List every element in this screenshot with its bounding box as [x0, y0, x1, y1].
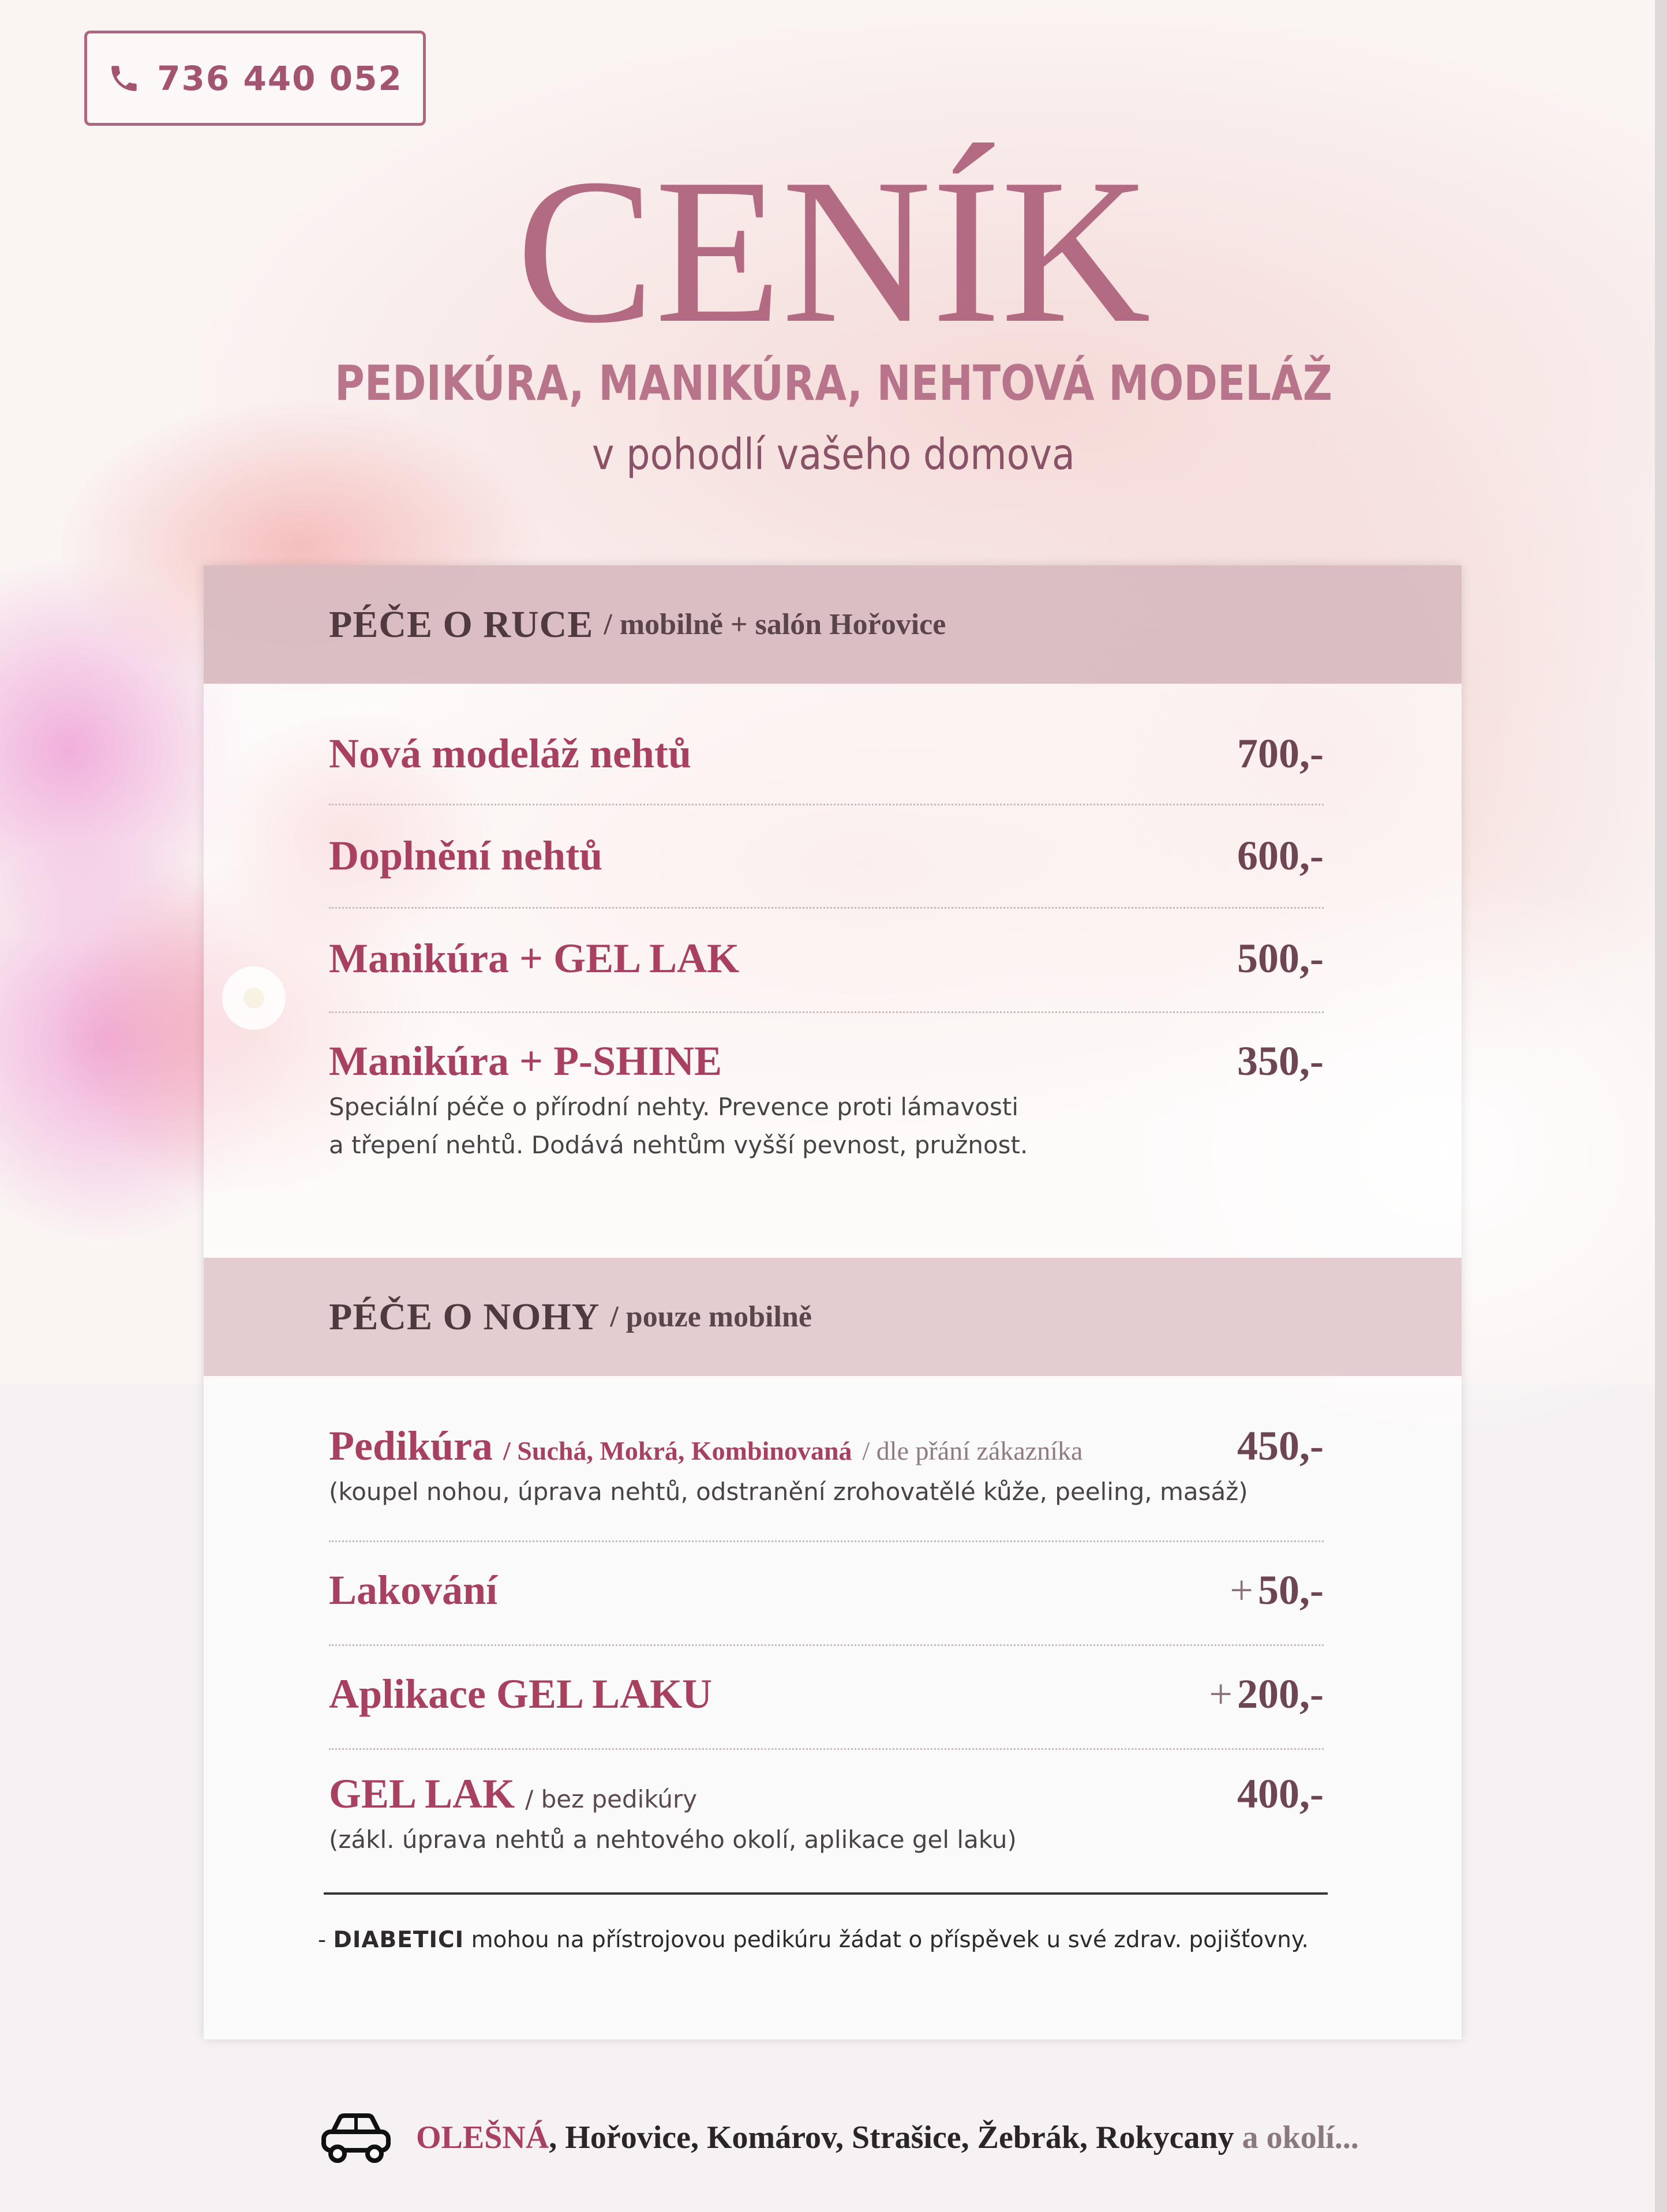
- item-description: (koupel nohou, úprava nehtů, odstranění zrohovatělé kůže, peeling, masáž): [329, 1478, 1248, 1506]
- car-icon: [319, 2111, 393, 2164]
- item-price: 600,-: [1237, 833, 1324, 879]
- phone-number: 736 440 052: [157, 58, 403, 98]
- item-variants: / bez pedikúry: [525, 1785, 698, 1813]
- price-list-card: [204, 565, 1462, 2039]
- item-description: (zákl. úprava nehtů a nehtového okolí, aplikace gel laku): [329, 1825, 1017, 1854]
- divider: [329, 1644, 1324, 1646]
- divider: [329, 1748, 1324, 1750]
- service-area: [319, 2100, 1415, 2175]
- diabetic-note: [318, 1927, 1309, 1953]
- divider: [329, 907, 1324, 909]
- section-title: PÉČE O RUCE: [329, 603, 594, 646]
- phone-icon: [107, 61, 141, 96]
- item-variants: / Suchá, Mokrá, Kombinovaná: [503, 1436, 852, 1465]
- note-bold: DIABETICI: [333, 1927, 464, 1953]
- price-plus: +: [1209, 1671, 1233, 1717]
- price-value: 50,-: [1258, 1567, 1324, 1613]
- section-header-feet: [204, 1258, 1462, 1376]
- price-row: [329, 1037, 1324, 1176]
- price-row: [329, 1422, 1324, 1520]
- divider: [329, 1011, 1324, 1013]
- item-variants-note: / dle přání zákazníka: [862, 1436, 1083, 1465]
- section-note: / pouze mobilně: [610, 1300, 812, 1333]
- item-name: Manikúra + GEL LAK: [329, 935, 740, 981]
- divider-solid: [324, 1892, 1328, 1895]
- section-header-hands: [204, 565, 1462, 684]
- item-name: Doplnění nehtů: [329, 833, 603, 879]
- item-name: Nová modeláž nehtů: [329, 730, 691, 777]
- divider: [329, 804, 1324, 805]
- item-price: 450,-: [1237, 1423, 1324, 1469]
- item-name: [329, 1770, 697, 1818]
- section-note: / mobilně + salón Hořovice: [604, 608, 946, 641]
- item-description: a třepení nehtů. Dodává nehtům vyšší pevnost, pružnost.: [329, 1131, 1028, 1159]
- item-price: [1209, 1670, 1324, 1718]
- divider: [329, 1540, 1324, 1542]
- item-price: 400,-: [1237, 1771, 1324, 1817]
- item-price: 700,-: [1237, 730, 1324, 777]
- service-area-towns: , Hořovice, Komárov, Strašice, Žebrák, Rokycany: [549, 2120, 1234, 2155]
- service-area-text: [416, 2119, 1359, 2156]
- item-name-text: Pedikúra: [329, 1423, 493, 1469]
- note-text: mohou na přístrojovou pedikúru žádat o příspěvek u své zdrav. pojišťovny.: [464, 1927, 1309, 1953]
- service-area-highlight: OLEŠNÁ: [416, 2120, 549, 2155]
- price-row: [329, 1770, 1324, 1868]
- item-name: Manikúra + P-SHINE: [329, 1038, 722, 1084]
- note-prefix: -: [318, 1927, 334, 1953]
- service-area-suffix: a okolí...: [1234, 2120, 1359, 2155]
- page-title: CENÍK: [516, 136, 1151, 366]
- item-name: Lakování: [329, 1567, 498, 1613]
- item-price: [1230, 1566, 1324, 1614]
- section-title: PÉČE O NOHY: [329, 1295, 600, 1338]
- item-name-text: GEL LAK: [329, 1771, 515, 1817]
- price-plus: +: [1230, 1567, 1254, 1613]
- item-price: 350,-: [1237, 1038, 1324, 1084]
- item-description: Speciální péče o přírodní nehty. Prevence proti lámavosti: [329, 1093, 1019, 1121]
- page-subtitle: PEDIKÚRA, MANIKÚRA, NEHTOVÁ MODELÁŽ: [335, 355, 1332, 411]
- item-price: 500,-: [1237, 935, 1324, 981]
- item-name: Aplikace GEL LAKU: [329, 1671, 713, 1717]
- item-name: [329, 1422, 1082, 1470]
- phone-badge[interactable]: [84, 31, 426, 126]
- price-value: 200,-: [1237, 1671, 1324, 1717]
- page-tagline: v pohodlí vašeho domova: [592, 430, 1075, 479]
